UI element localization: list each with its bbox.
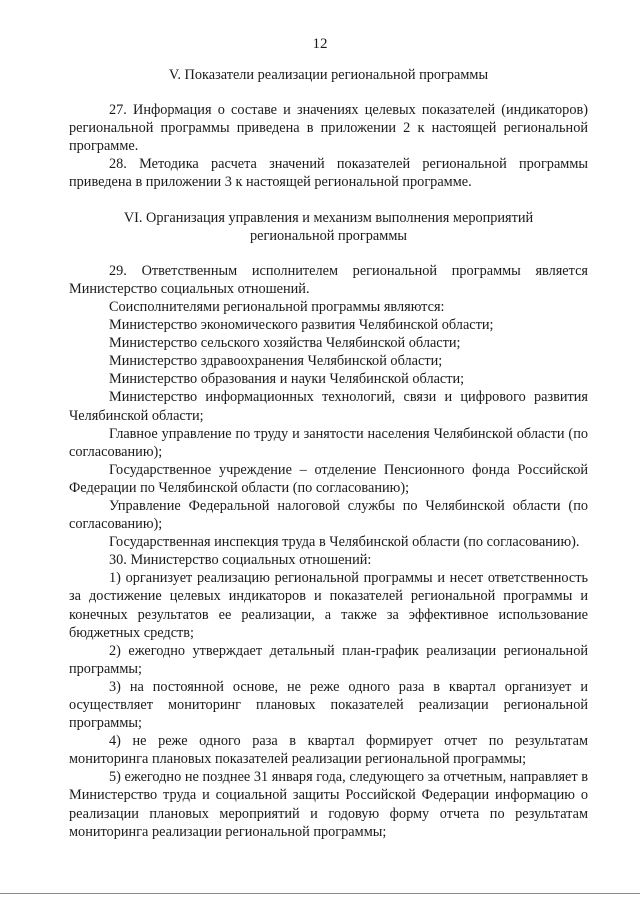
co-executor-item: Управление Федеральной налоговой службы по Челябинской области (по согласованию);: [69, 497, 588, 533]
duty-item-2: 2) ежегодно утверждает детальный план-график реализации региональной программы;: [69, 642, 588, 677]
co-executor-item: Министерство сельского хозяйства Челябинской области;: [109, 335, 461, 352]
section-6-heading-line-2: региональной программы: [250, 227, 407, 244]
section-6-heading-line-1: VI. Организация управления и механизм выполнения мероприятий: [123, 209, 534, 226]
co-executor-item: Министерство информационных технологий, связи и цифрового развития Челябинской области;: [69, 389, 588, 424]
page-bottom-divider: [0, 893, 640, 894]
co-executor-item: Министерство здравоохранения Челябинской области;: [109, 353, 443, 370]
paragraph-30: 30. Министерство социальных отношений:: [109, 552, 372, 569]
page-number: 12: [312, 36, 328, 52]
duty-item-4: 4) не реже одного раза в квартал формирует отчет по результатам мониторинга плановых показателей реализации региональной программы;: [69, 733, 588, 768]
co-executor-item: Государственное учреждение – отделение Пенсионного фонда Российской Федерации по Челябинской области (по согласованию);: [69, 461, 588, 496]
section-5-heading: V. Показатели реализации региональной программы: [168, 67, 489, 83]
co-executors-intro: Соисполнителями региональной программы являются:: [109, 298, 445, 315]
duty-item-1: 1) организует реализацию региональной программы и несет ответственность за достижение целевых индикаторов и показателей региональной программы и конечных результатов ее реализации, а также за эффективное использование бюджетных средств;: [69, 570, 588, 641]
co-executor-item: Министерство экономического развития Челябинской области;: [109, 317, 494, 334]
co-executor-item: Министерство образования и науки Челябинской области;: [109, 371, 465, 388]
duty-item-3: 3) на постоянной основе, не реже одного раза в квартал организует и осуществляет мониторинг плановых показателей реализации региональной программы;: [69, 678, 588, 732]
co-executor-item: Государственная инспекция труда в Челябинской области (по согласованию).: [109, 534, 580, 551]
document-body: [69, 61, 588, 841]
duty-item-5: 5) ежегодно не позднее 31 января года, следующего за отчетным, направляет в Министерство труда и социальной защиты Российской Федерации информацию о реализации плановых мероприятий и годовую форму отчета по результатам мониторинга реализации региональной программы;: [69, 769, 588, 840]
paragraph-27: 27. Информация о составе и значениях целевых показателей (индикаторов) региональной программы приведена в приложении 2 к настоящей региональной программе.: [69, 102, 588, 155]
paragraph-28: 28. Методика расчета значений показателей региональной программы приведена в приложении 3 к настоящей региональной программе.: [69, 156, 588, 191]
paragraph-29: 29. Ответственным исполнителем региональной программы является Министерство социальных отношений.: [69, 262, 588, 297]
co-executor-item: Главное управление по труду и занятости населения Челябинской области (по согласованию);: [69, 425, 588, 460]
